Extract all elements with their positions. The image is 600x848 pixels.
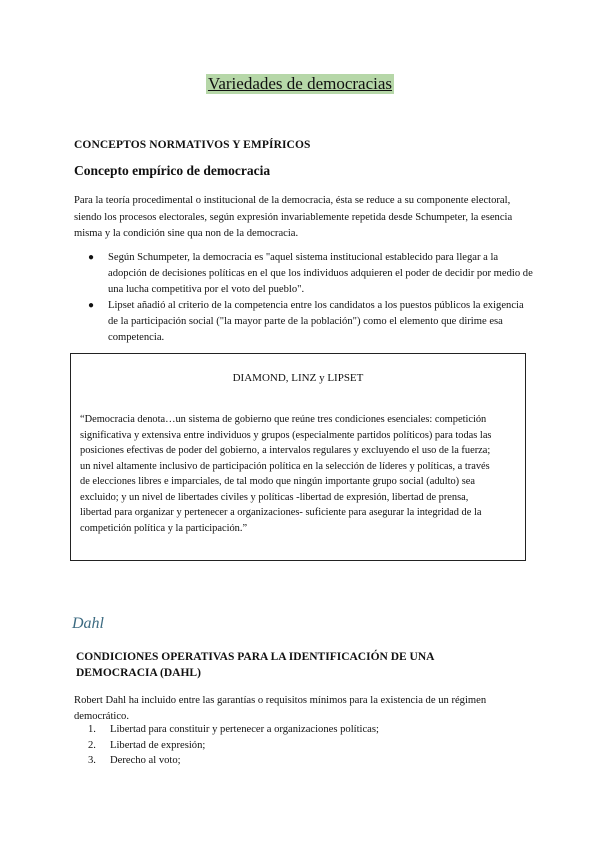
section-heading: CONCEPTOS NORMATIVOS Y EMPÍRICOS bbox=[74, 139, 311, 151]
list-item bbox=[74, 298, 534, 345]
dahl-paragraph: Robert Dahl ha incluido entre las garantías o requisitos mínimos para la existencia de un régimen democrático. bbox=[74, 695, 487, 722]
list-number: 1. bbox=[88, 724, 96, 735]
quote-text: “Democracia denota…un sistema de gobierno que reúne tres condiciones esenciales: competición significativa y extensiva entre individuos y grupos (especialmente partidos políticos) para todas las posiciones efectivas de poder del gobierno, a intervalos regulares y excluyendo el uso de la fuerza; un nivel altamente inclusivo de participación política en la selección de líderes y políticas, a través de elecciones libres e imparciales, de tal modo que ningún importante grupo social (adulto) sea excluido; y un nivel de libertades civiles y políticas -libertad de expresión, libertad de prensa, libertad para organizar y pertenecer a organizaciones- suficiente para asegurar la integridad de la competición política y la participación.” bbox=[80, 414, 492, 534]
dahl-caps-heading: CONDICIONES OPERATIVAS PARA LA IDENTIFICACIÓN DE UNA DEMOCRACIA (DAHL) bbox=[76, 651, 434, 679]
intro-paragraph: Para la teoría procedimental o institucional de la democracia, ésta se reduce a su componente electoral, siendo los procesos electorales, según expresión invariablemente repetida desde Schumpeter, la esencia misma y la condición sine qua non de la democracia. bbox=[74, 195, 513, 239]
bullet-list bbox=[74, 250, 534, 347]
bullet-text: Lipset añadió al criterio de la competencia entre los candidatos a los puestos públicos la exigencia de la participación social ("la mayor parte de la población") como el elemento que dirime esa competencia. bbox=[108, 300, 524, 343]
list-text: Libertad para constituir y pertenecer a organizaciones políticas; bbox=[110, 724, 379, 735]
list-item bbox=[74, 738, 474, 754]
quote-heading: DIAMOND, LINZ y LIPSET bbox=[232, 372, 364, 384]
list-item bbox=[74, 753, 474, 769]
bullet-icon: ● bbox=[88, 252, 95, 263]
list-number: 2. bbox=[88, 739, 96, 751]
list-text: Libertad de expresión; bbox=[110, 739, 206, 751]
list-item bbox=[74, 722, 474, 738]
title-wrapper bbox=[0, 74, 600, 94]
list-text: Derecho al voto; bbox=[110, 755, 181, 766]
list-number: 3. bbox=[88, 755, 96, 766]
subheading: Concepto empírico de democracia bbox=[74, 163, 271, 178]
bullet-icon: ● bbox=[88, 300, 95, 312]
numbered-list bbox=[74, 722, 474, 769]
list-item bbox=[74, 250, 534, 297]
bullet-text: Según Schumpeter, la democracia es "aquel sistema institucional establecido para llegar a la adopción de decisiones políticas en el que los individuos adquieren el poder de decidir por medio de una lucha competitiva por el voto del pueblo". bbox=[108, 252, 533, 295]
document-title: Variedades de democracias bbox=[207, 74, 393, 93]
dahl-heading: Dahl bbox=[72, 615, 104, 632]
